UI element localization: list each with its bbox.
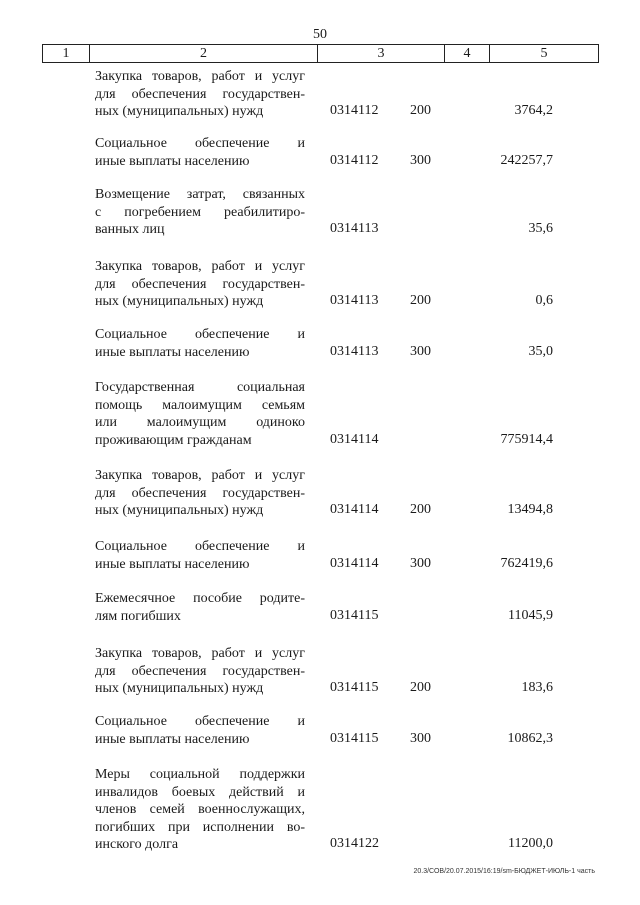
row-description — [95, 645, 305, 698]
row-amount: 11045,9 — [508, 607, 553, 623]
row-expense-type: 200 — [410, 502, 431, 518]
description-line: Социальное обеспечение и — [95, 714, 305, 729]
description-line: Закупка товаров, работ и услуг — [95, 646, 305, 661]
description-line: ных (муниципальных) нужд — [95, 503, 264, 519]
description-line: для обеспечения государствен- — [95, 86, 305, 102]
row-description — [95, 135, 305, 170]
row-description — [95, 467, 305, 520]
row-description — [95, 379, 305, 449]
description-line: лям погибших — [95, 608, 181, 624]
footer-stamp: 20.3/СОВ/20.07.2015/16:19/sm-БЮДЖЕТ-ИЮЛЬ-1 часть — [413, 868, 595, 875]
row-code: 0314115 — [330, 730, 379, 746]
row-amount: 10862,3 — [507, 730, 553, 746]
row-amount: 35,0 — [528, 343, 553, 359]
column-header-5: 5 — [540, 46, 548, 61]
row-code: 0314122 — [330, 836, 379, 852]
description-line: Закупка товаров, работ и услуг — [95, 259, 305, 274]
row-description — [95, 68, 305, 121]
row-description — [95, 258, 305, 311]
column-header-1: 1 — [43, 45, 90, 62]
row-amount: 35,6 — [528, 221, 553, 237]
row-code: 0314113 — [330, 293, 379, 309]
row-description — [95, 326, 305, 361]
description-line: иные выплаты населению — [95, 556, 250, 572]
description-line: проживающим гражданам — [95, 432, 252, 448]
column-header-3: 3 — [318, 45, 445, 62]
row-description — [95, 538, 305, 573]
row-expense-type: 200 — [410, 293, 431, 309]
row-amount: 183,6 — [521, 680, 553, 696]
row-code: 0314113 — [330, 221, 379, 237]
description-line: Социальное обеспечение и — [95, 136, 305, 151]
row-expense-type: 300 — [410, 555, 431, 571]
row-amount: 13494,8 — [507, 502, 553, 518]
description-line: Ежемесячное пособие родите- — [95, 591, 305, 606]
description-line: или малоимущим одиноко — [95, 415, 305, 431]
row-description — [95, 766, 305, 854]
row-amount: 11200,0 — [508, 836, 553, 852]
description-line: с погребением реабилитиро- — [95, 204, 305, 220]
row-description — [95, 713, 305, 748]
description-line: иные выплаты населению — [95, 153, 250, 169]
row-expense-type: 300 — [410, 343, 431, 359]
row-code: 0314113 — [330, 343, 379, 359]
description-line: Меры социальной поддержки — [95, 767, 305, 782]
description-line: иные выплаты населению — [95, 344, 250, 360]
row-amount: 3764,2 — [514, 103, 553, 119]
row-amount: 775914,4 — [500, 431, 553, 447]
description-line: иные выплаты населению — [95, 731, 250, 747]
description-line: помощь малоимущим семьям — [95, 397, 305, 413]
description-line: для обеспечения государствен- — [95, 663, 305, 679]
description-line: инского долга — [95, 837, 179, 853]
row-expense-type: 300 — [410, 152, 431, 168]
row-expense-type: 200 — [410, 680, 431, 696]
description-line: Возмещение затрат, связанных — [95, 187, 305, 202]
row-code: 0314114 — [330, 431, 379, 447]
row-amount: 762419,6 — [500, 555, 553, 571]
description-line: ванных лиц — [95, 222, 165, 238]
description-line: Закупка товаров, работ и услуг — [95, 69, 305, 84]
row-expense-type: 200 — [410, 103, 431, 119]
row-expense-type: 300 — [410, 730, 431, 746]
description-line: Социальное обеспечение и — [95, 327, 305, 342]
description-line: ных (муниципальных) нужд — [95, 681, 264, 697]
description-line: инвалидов боевых действий и — [95, 784, 305, 800]
row-description — [95, 590, 305, 625]
row-code: 0314112 — [330, 152, 379, 168]
row-code: 0314115 — [330, 607, 379, 623]
description-line: ных (муниципальных) нужд — [95, 294, 264, 310]
description-line: для обеспечения государствен- — [95, 276, 305, 292]
row-code: 0314114 — [330, 502, 379, 518]
description-line: Государственная социальная — [95, 380, 305, 395]
row-code: 0314114 — [330, 555, 379, 571]
description-line: членов семей военнослужащих, — [95, 802, 305, 818]
column-header-row — [42, 44, 599, 63]
column-header-2: 2 — [90, 45, 318, 62]
description-line: погибших при исполнении во- — [95, 819, 305, 835]
description-line: Закупка товаров, работ и услуг — [95, 468, 305, 483]
description-line: Социальное обеспечение и — [95, 539, 305, 554]
page-number: 50 — [313, 27, 327, 42]
description-line: ных (муниципальных) нужд — [95, 104, 264, 120]
row-amount: 242257,7 — [500, 152, 553, 168]
row-code: 0314115 — [330, 680, 379, 696]
description-line: для обеспечения государствен- — [95, 485, 305, 501]
row-code: 0314112 — [330, 103, 379, 119]
column-header-4: 4 — [445, 45, 490, 62]
row-amount: 0,6 — [535, 293, 553, 309]
row-description — [95, 186, 305, 239]
